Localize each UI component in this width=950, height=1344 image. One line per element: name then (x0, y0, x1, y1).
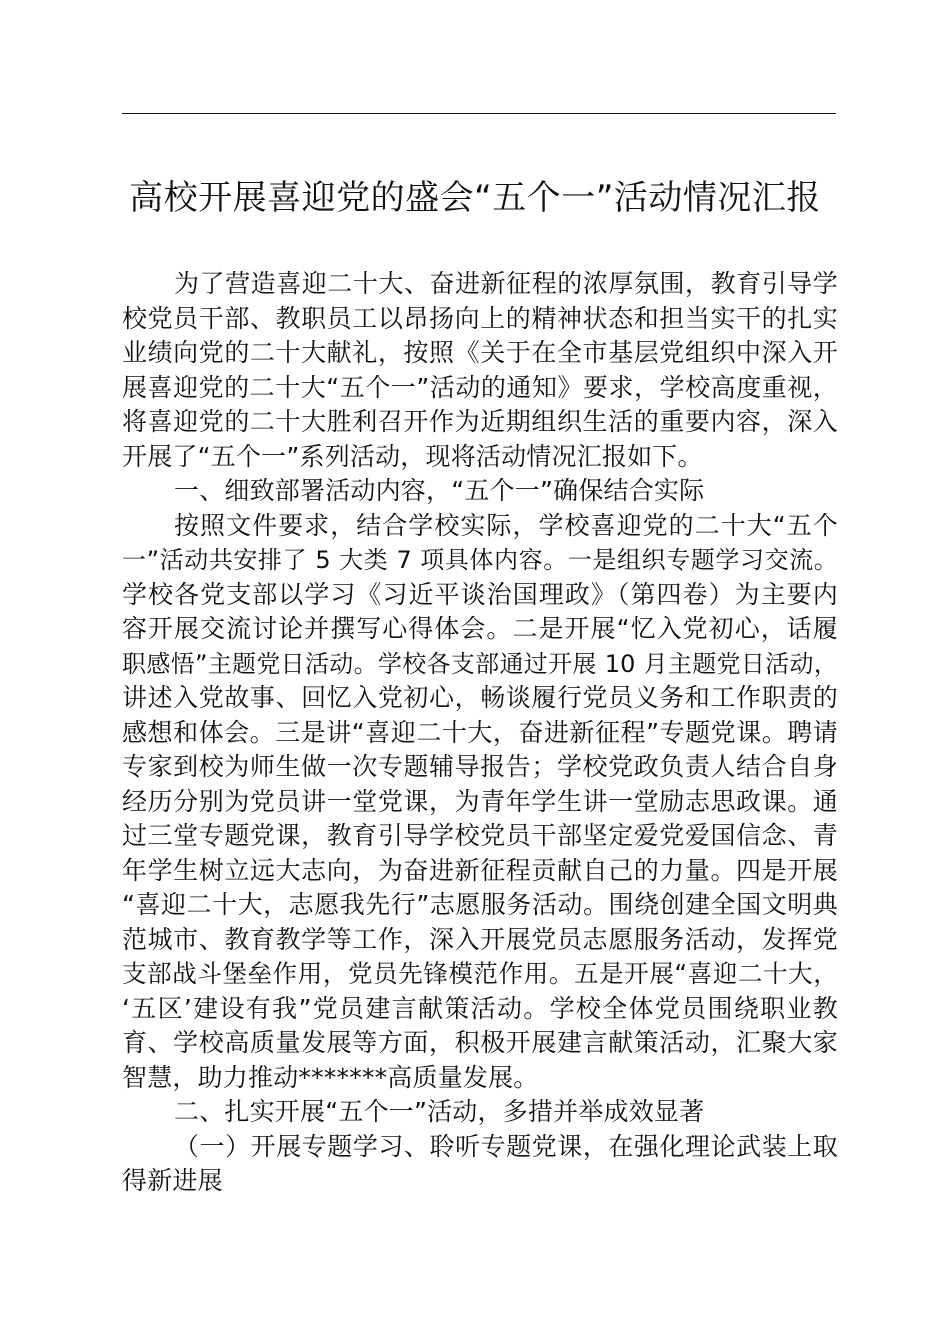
body-line: 讲述入党故事、回忆入党初心，畅谈履行党员义务和工作职责的 (122, 683, 838, 712)
body-line: 经历分别为党员讲一堂党课，为青年学生讲一堂励志思政课。通 (122, 786, 838, 816)
header-rule (122, 113, 836, 114)
body-line: 业绩向党的二十大献礼，按照《关于在全市基层党组织中深入开 (122, 338, 838, 367)
section-heading-1: 一、细致部署活动内容，“五个一”确保结合实际 (174, 476, 705, 505)
document-body (122, 267, 838, 1199)
subsection-heading-continued: 得新进展 (122, 1166, 223, 1195)
body-line: 按照文件要求，结合学校实际，学校喜迎党的二十大“五个 (174, 510, 838, 540)
body-line: 将喜迎党的二十大胜利召开作为近期组织生活的重要内容，深入 (122, 407, 838, 436)
body-line: 感想和体会。三是讲“喜迎二十大，奋进新征程”专题党课。聘请 (122, 717, 838, 747)
body-line: 过三堂专题党课，教育引导学校党员干部坚定爱党爱国信念、青 (122, 821, 838, 850)
body-line: 职感悟”主题党日活动。学校各支部通过开展 10 月主题党日活动， (122, 649, 838, 678)
body-line: 为了营造喜迎二十大、奋进新征程的浓厚氛围，教育引导学 (174, 269, 838, 298)
body-line: 范城市、教育教学等工作，深入开展党员志愿服务活动，发挥党 (122, 924, 838, 954)
body-line: 一”活动共安排了 5 大类 7 项具体内容。一是组织专题学习交流。 (122, 546, 838, 574)
body-line: 容开展交流讨论并撰写心得体会。二是开展“忆入党初心，话履 (122, 614, 838, 643)
body-line: “喜迎二十大，志愿我先行”志愿服务活动。围绕创建全国文明典 (122, 890, 838, 919)
body-line: 校党员干部、教职员工以昂扬向上的精神状态和担当实干的扎实 (122, 303, 838, 333)
body-line: 开展了“五个一”系列活动，现将活动情况汇报如下。 (122, 441, 703, 471)
body-line: ‘五区’建设有我”党员建言献策活动。学校全体党员围绕职业教 (122, 993, 838, 1023)
section-heading-2: 二、扎实开展“五个一”活动，多措并举成效显著 (174, 1097, 705, 1126)
body-line: 智慧，助力推动*******高质量发展。 (122, 1062, 539, 1092)
document-title: 高校开展喜迎党的盛会“五个一”活动情况汇报 (129, 178, 821, 218)
body-line: 学校各党支部以学习《习近平谈治国理政》（第四卷）为主要内 (122, 579, 838, 609)
body-line: 专家到校为师生做一次专题辅导报告；学校党政负责人结合自身 (122, 752, 838, 781)
body-line: 年学生树立远大志向，为奋进新征程贡献自己的力量。四是开展 (122, 855, 838, 885)
body-line: 支部战斗堡垒作用，党员先锋模范作用。五是开展“喜迎二十大， (122, 959, 838, 988)
subsection-heading: （一）开展专题学习、聆听专题党课，在强化理论武装上取 (174, 1131, 838, 1161)
body-line: 展喜迎党的二十大“五个一”活动的通知》要求，学校高度重视， (122, 372, 838, 402)
body-line: 育、学校高质量发展等方面，积极开展建言献策活动，汇聚大家 (122, 1028, 838, 1057)
